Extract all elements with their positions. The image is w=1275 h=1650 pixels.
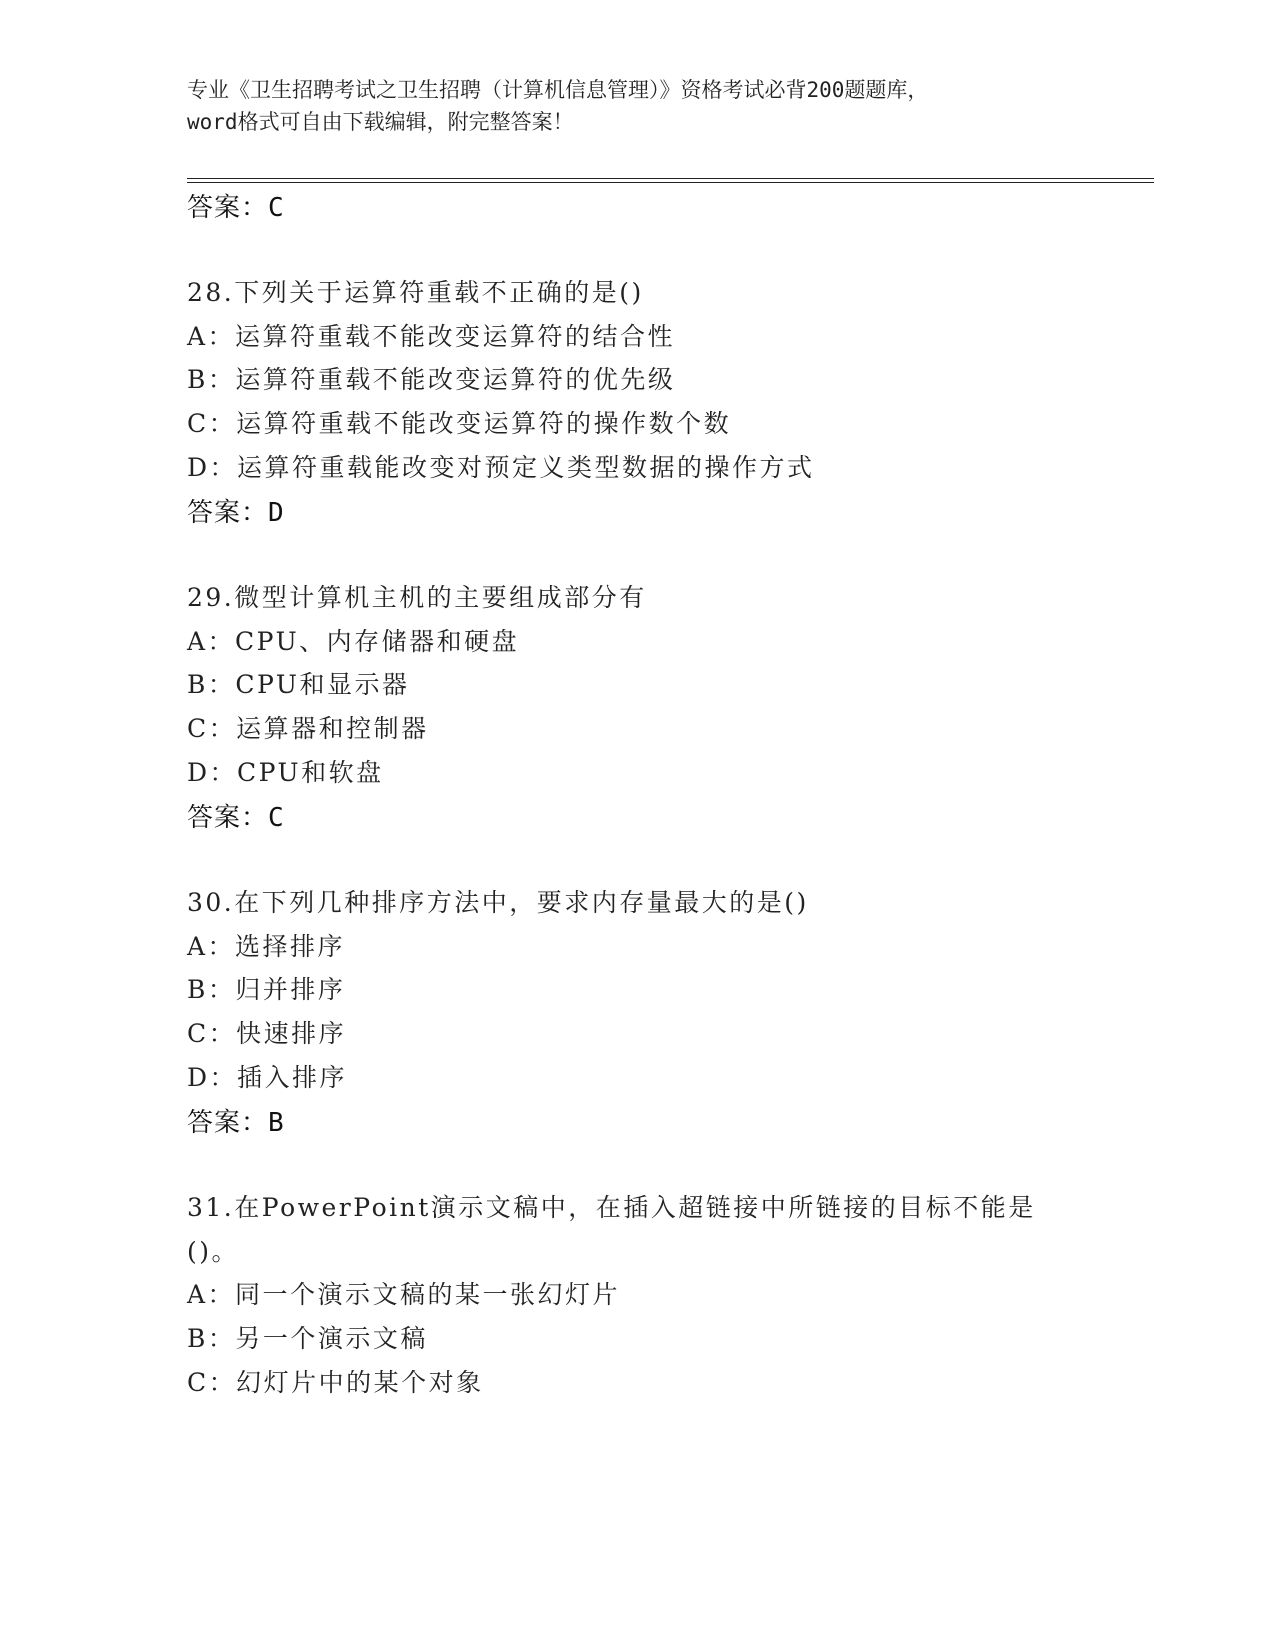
- question-29-stem: 29.微型计算机主机的主要组成部分有: [187, 583, 647, 612]
- question-29-option-d: D：CPU和软盘: [187, 758, 384, 787]
- question-30-option-d: D：插入排序: [187, 1063, 348, 1092]
- question-31-stem-line2: ()。: [187, 1237, 240, 1266]
- question-30-option-a: A：选择排序: [187, 932, 346, 961]
- question-29-option-c: C：运算器和控制器: [187, 714, 429, 743]
- question-31-stem-line1: 31.在PowerPoint演示文稿中，在插入超链接中所链接的目标不能是: [187, 1193, 1036, 1222]
- question-28-option-c: C：运算符重载不能改变运算符的操作数个数: [187, 409, 732, 438]
- question-28-answer: 答案：D: [187, 498, 285, 528]
- question-31-option-a: A：同一个演示文稿的某一张幻灯片: [187, 1280, 621, 1309]
- question-30-option-c: C：快速排序: [187, 1019, 347, 1048]
- header-title-line1: 专业《卫生招聘考试之卫生招聘（计算机信息管理）》资格考试必背200题题库，: [187, 78, 929, 102]
- answer-previous: 答案：C: [187, 193, 285, 223]
- question-30-stem: 30.在下列几种排序方法中，要求内存量最大的是(): [187, 888, 809, 917]
- question-29-answer: 答案：C: [187, 803, 285, 833]
- header-divider-bottom: [187, 182, 1154, 183]
- question-30-answer: 答案：B: [187, 1108, 285, 1138]
- question-28-option-d: D：运算符重载能改变对预定义类型数据的操作方式: [187, 453, 815, 482]
- header-divider-top: [187, 178, 1154, 179]
- question-29-option-a: A：CPU、内存储器和硬盘: [187, 627, 520, 656]
- question-31-option-b: B：另一个演示文稿: [187, 1324, 428, 1353]
- question-28-option-a: A：运算符重载不能改变运算符的结合性: [187, 322, 676, 351]
- document-header: [187, 74, 1087, 138]
- question-29-option-b: B：CPU和显示器: [187, 670, 410, 699]
- question-30-option-b: B：归并排序: [187, 975, 346, 1004]
- question-31-option-c: C：幻灯片中的某个对象: [187, 1368, 484, 1397]
- question-28-stem: 28.下列关于运算符重载不正确的是(): [187, 278, 644, 307]
- header-title-line2: word格式可自由下载编辑，附完整答案！: [187, 110, 574, 134]
- question-28-option-b: B：运算符重载不能改变运算符的优先级: [187, 365, 676, 394]
